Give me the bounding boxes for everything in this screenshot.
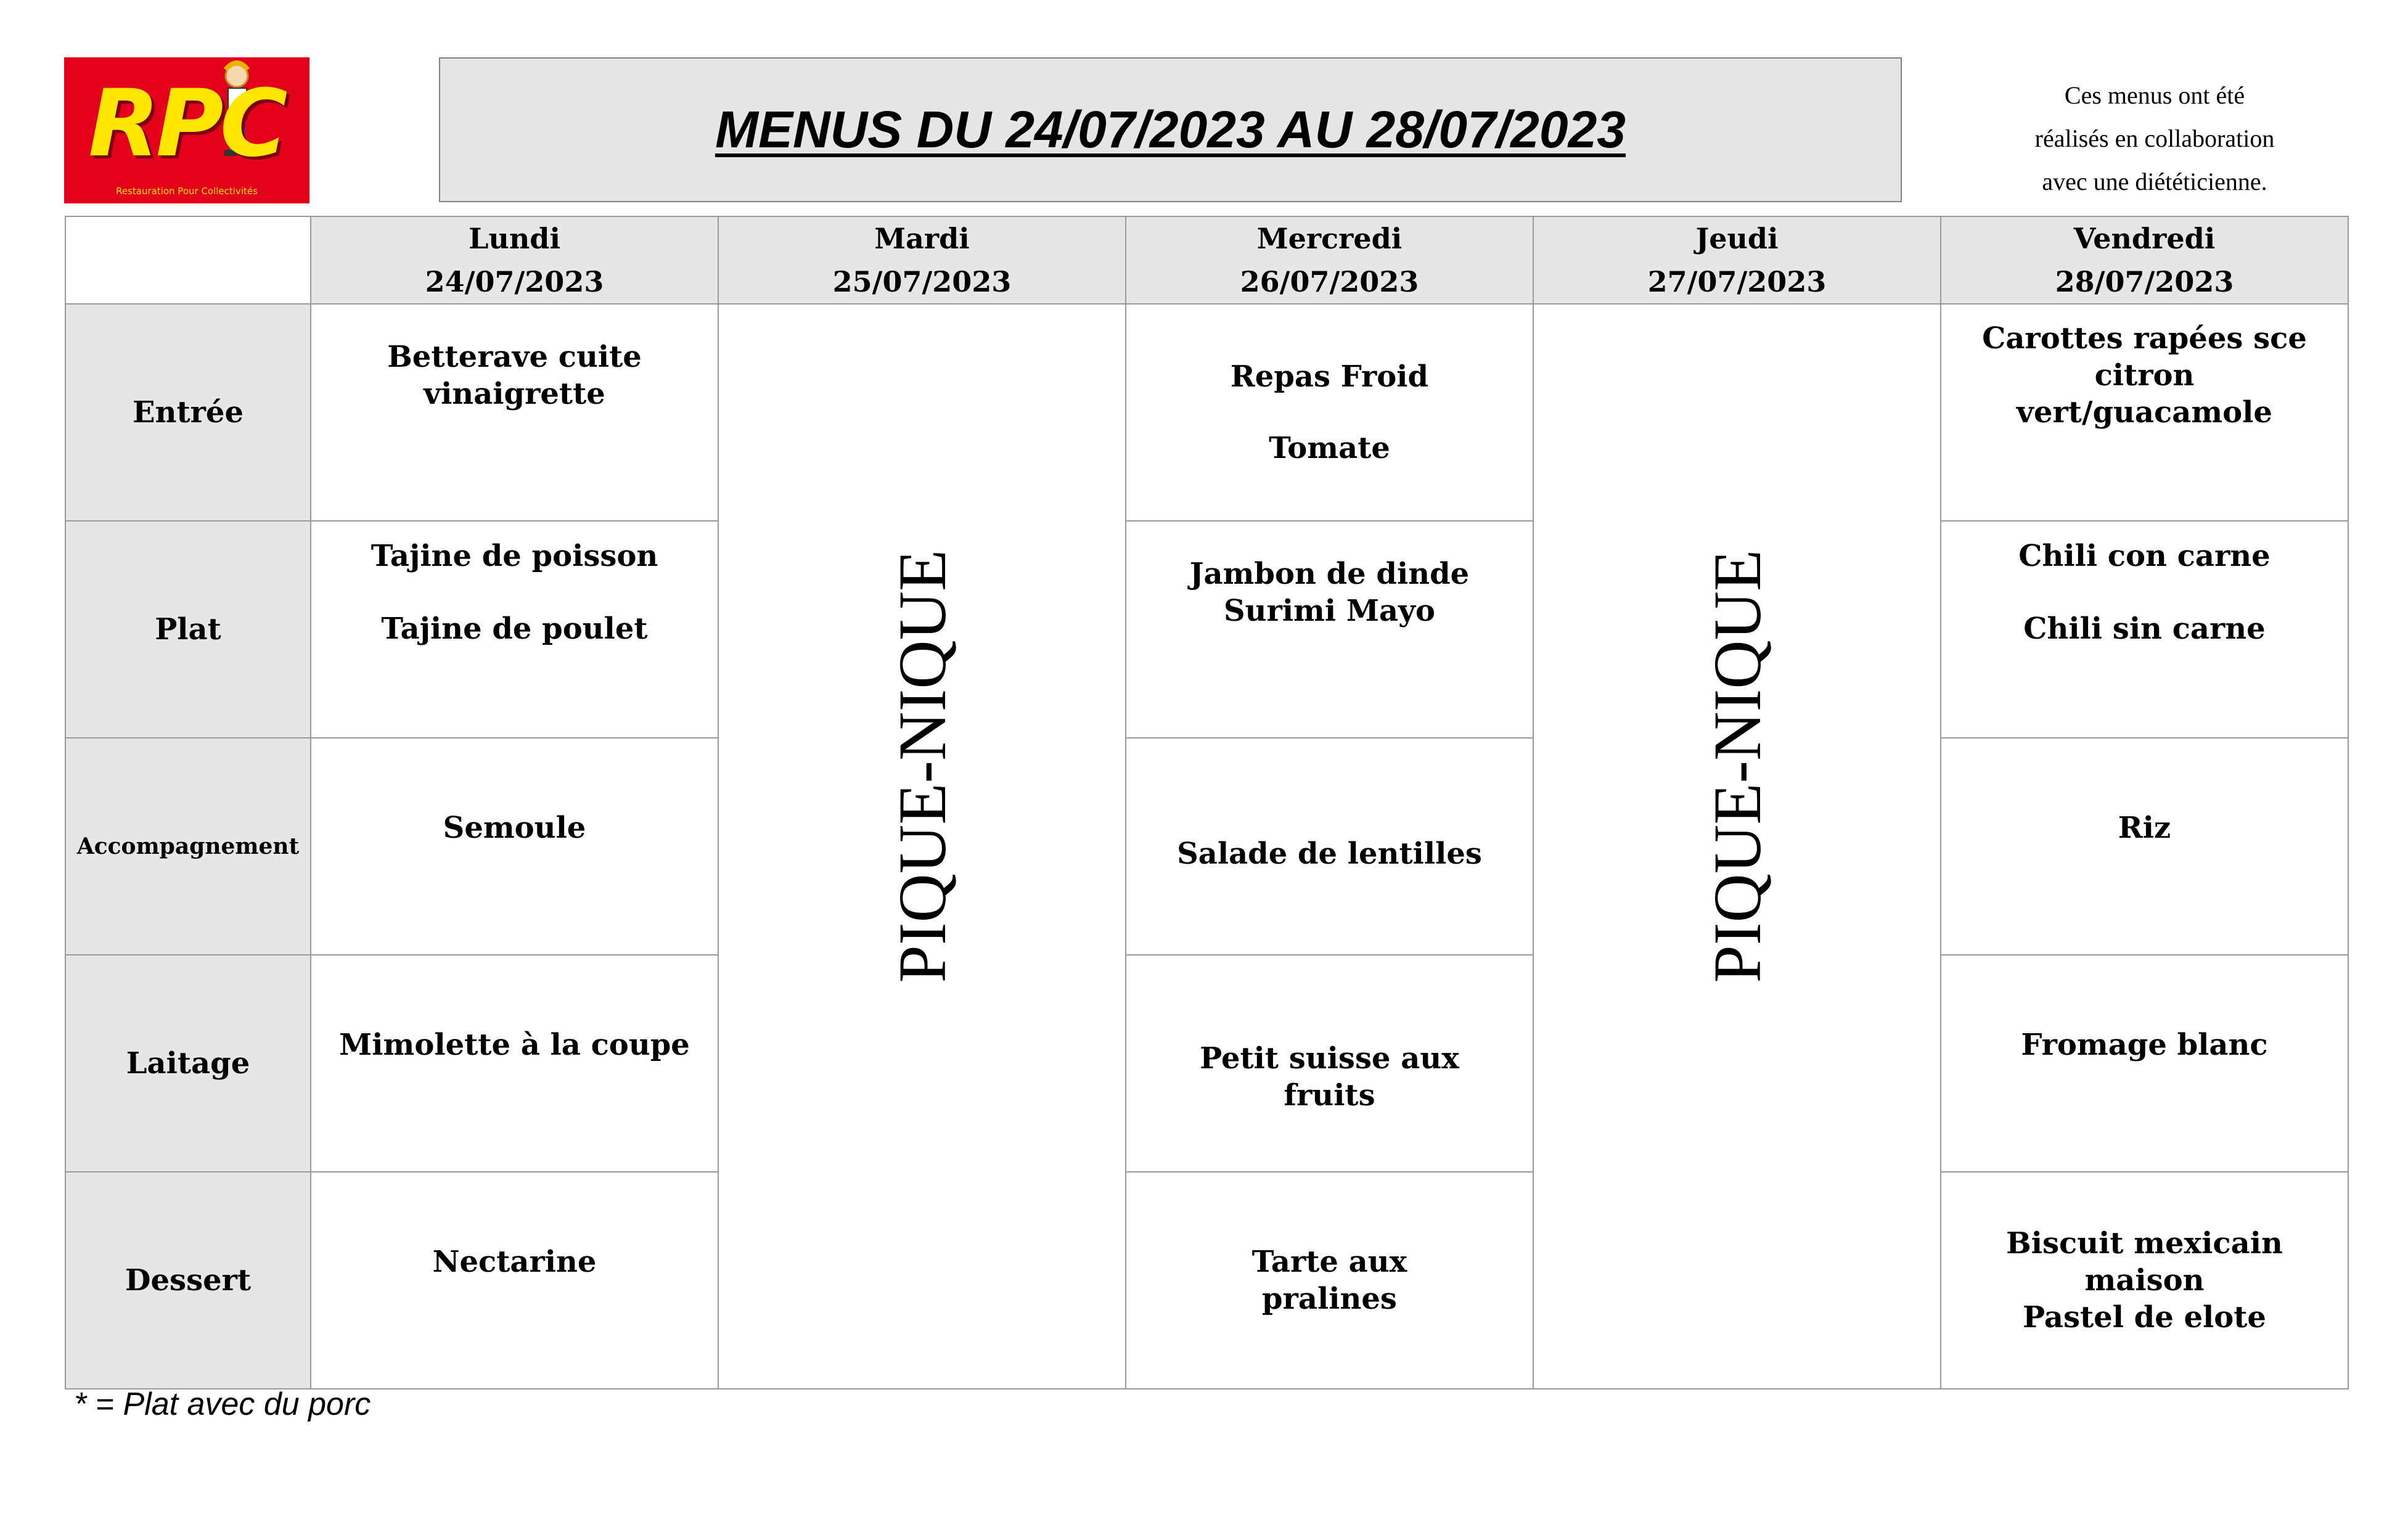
dish: Carottes rapées sce citron <box>1982 321 2307 393</box>
note-line: réalisés en collaboration <box>2034 125 2275 152</box>
dish-group <box>1126 1040 1533 1114</box>
day-header-vendredi <box>1941 216 2348 304</box>
day-date: 26/07/2023 <box>1240 265 1419 298</box>
rpc-logo <box>64 57 309 203</box>
day-header-row <box>65 216 2348 304</box>
dish: Tajine de poisson <box>371 539 658 573</box>
day-date: 28/07/2023 <box>2055 265 2234 298</box>
cell-lundi-laitage <box>311 955 718 1172</box>
dietitian-note <box>1930 74 2380 203</box>
note-line: Ces menus ont été <box>2064 81 2245 109</box>
dish: Betterave cuite vinaigrette <box>387 340 642 411</box>
cell-lundi-dessert <box>311 1172 718 1389</box>
dish: fruits <box>1284 1078 1375 1113</box>
dish-group <box>1126 555 1533 629</box>
dish-group <box>1941 538 2348 647</box>
dish: Petit suisse aux <box>1200 1041 1459 1076</box>
dish: Fromage blanc <box>2021 1028 2268 1062</box>
row-label-entree: Entrée <box>65 304 311 521</box>
cell-lundi-accompagnement <box>311 738 718 955</box>
menu-row-dessert <box>65 1172 2348 1389</box>
cell-mercredi-laitage <box>1126 955 1533 1172</box>
dish: Tarte aux <box>1251 1245 1407 1279</box>
dish: Salade de lentilles <box>1177 837 1482 871</box>
dish: vert/guacamole <box>2017 395 2272 430</box>
dish: Semoule <box>443 811 586 845</box>
cell-vendredi-laitage <box>1941 955 2348 1172</box>
row-label-dessert: Dessert <box>65 1172 311 1389</box>
menu-row-entree <box>65 304 2348 521</box>
dish: Surimi Mayo <box>1224 594 1435 628</box>
picnic-label: PIQUE-NIQUE <box>1699 549 1775 983</box>
dish: Biscuit mexicain maison <box>2006 1226 2283 1298</box>
row-label-laitage: Laitage <box>65 955 311 1172</box>
dish: Repas Froid <box>1230 359 1429 394</box>
logo-subtitle: Restauration Pour Collectivités <box>116 186 258 197</box>
cell-lundi-entree <box>311 304 718 521</box>
note-line: avec une diététicienne. <box>2042 168 2267 195</box>
dish: Tomate <box>1269 431 1390 465</box>
dish: Pastel de elote <box>2023 1300 2266 1335</box>
dish: Chili sin carne <box>2023 612 2266 646</box>
dish-group <box>1941 320 2348 431</box>
cell-mercredi-dessert <box>1126 1172 1533 1389</box>
cell-vendredi-plat <box>1941 521 2348 738</box>
row-label-accompagnement: Accompagnement <box>65 738 311 955</box>
day-name: Mardi <box>874 222 970 255</box>
day-name: Vendredi <box>2073 222 2216 255</box>
dish: Mimolette à la coupe <box>339 1028 690 1062</box>
dish-group <box>1126 1243 1533 1317</box>
day-date: 27/07/2023 <box>1647 265 1827 298</box>
dish-group <box>311 538 718 647</box>
day-name: Lundi <box>469 222 560 255</box>
dish-group <box>1126 358 1533 467</box>
dish: Nectarine <box>432 1245 597 1279</box>
dish: Riz <box>2118 811 2171 845</box>
logo-text: RPC <box>88 70 284 178</box>
day-header-mardi <box>718 216 1126 304</box>
dish: Chili con carne <box>2018 539 2271 573</box>
cell-lundi-plat <box>311 521 718 738</box>
cell-vendredi-accompagnement <box>1941 738 2348 955</box>
menu-row-plat <box>65 521 2348 738</box>
dish-group <box>1941 1225 2348 1336</box>
dish: pralines <box>1262 1282 1397 1316</box>
title-box <box>439 57 1902 202</box>
day-header-lundi <box>311 216 718 304</box>
row-label-plat: Plat <box>65 521 311 738</box>
day-header-jeudi <box>1533 216 1941 304</box>
dish: Jambon de dinde <box>1189 557 1470 591</box>
menu-table <box>65 216 2349 1389</box>
picnic-label: PIQUE-NIQUE <box>884 549 960 983</box>
corner-cell <box>65 216 311 304</box>
day-date: 24/07/2023 <box>425 265 604 298</box>
cell-vendredi-dessert <box>1941 1172 2348 1389</box>
menu-row-laitage <box>65 955 2348 1172</box>
cell-jeudi-picnic <box>1533 304 1941 1389</box>
day-name: Mercredi <box>1256 222 1403 255</box>
cell-mercredi-plat <box>1126 521 1533 738</box>
menu-row-accompagnement <box>65 738 2348 955</box>
page-title: MENUS DU 24/07/2023 AU 28/07/2023 <box>715 100 1626 158</box>
dish: Tajine de poulet <box>381 612 648 646</box>
cell-vendredi-entree <box>1941 304 2348 521</box>
cell-mercredi-accompagnement <box>1126 738 1533 955</box>
day-date: 25/07/2023 <box>832 265 1012 298</box>
day-name: Jeudi <box>1695 222 1779 255</box>
day-header-mercredi <box>1126 216 1533 304</box>
cell-mardi-picnic <box>718 304 1126 1389</box>
cell-mercredi-entree <box>1126 304 1533 521</box>
footnote: * = Plat avec du porc <box>74 1386 371 1422</box>
